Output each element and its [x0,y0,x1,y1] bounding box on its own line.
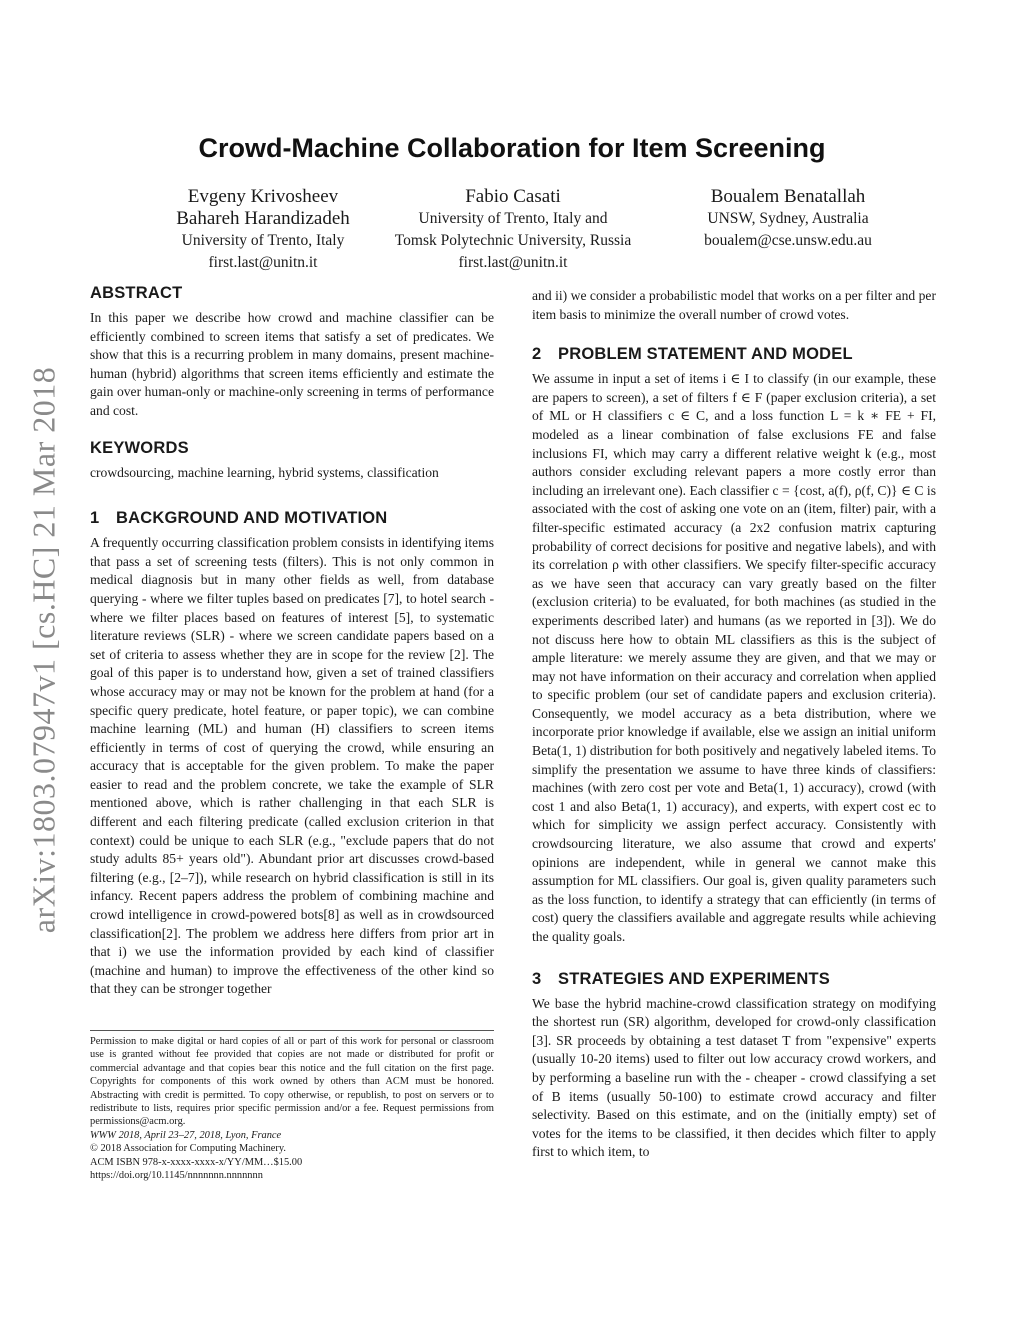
conference-info: WWW 2018, April 23–27, 2018, Lyon, France [90,1129,282,1141]
section-3-heading [532,970,936,989]
section-title: STRATEGIES AND EXPERIMENTS [558,969,830,988]
isbn-line: ACM ISBN 978-x-xxxx-xxxx-x/YY/MM…$15.00 [90,1156,303,1168]
author-affiliation: University of Trento, Italy and [418,210,608,227]
section-2-heading [532,345,936,364]
section-1-heading [90,509,494,528]
keywords-heading: KEYWORDS [90,438,189,457]
author-name: Boualem Benatallah [710,186,866,207]
author-email[interactable]: first.last@unitn.it [458,254,568,271]
right-column [532,287,936,1162]
author-name: Evgeny Krivosheev [187,186,339,207]
author-email[interactable]: boualem@cse.unsw.edu.au [704,232,872,249]
author-name: Fabio Casati [465,186,561,207]
section-number: 3 [532,969,542,988]
doi-link[interactable]: https://doi.org/10.1145/nnnnnnn.nnnnnnn [90,1170,263,1182]
permission-text: Permission to make digital or hard copies of all or part of this work for personal or classroom use is granted without fee provided that copies are not made or distributed for profit or commercial advantage and that copies bear this notice and the full citation on the first page. Copyrights for components of this work owned by others than ACM must be honored. Abstracting with credit is permitted. To copy otherwise, or republish, to post on servers or to redistribute to lists, requires prior specific permission and/or a fee. Request permissions from permissions@acm.org. [90,1036,494,1128]
section-1-text: A frequently occurring classification problem consists in identifying items that pass a set of screening tests (filters). This is not only common in medical diagnosis but in many other fields as well, from database querying - where we filter tuples based on predicates [7], to hotel search - where we filter places based on features of interest [5], to systematic literature reviews (SLR) - where we screen candidate papers based on a set of criteria to assess whether they are in scope for the review [2]. The goal of this paper is to understand how, given a set of trained classifiers whose accuracy may or may not be known for the problem at hand (for a specific query predicate, hotel feature, or paper topic), we can combine machine learning (ML) and human (H) classifiers to screen items efficiently in terms of cost of querying the crowd, while ensuring an accuracy that is acceptable for the given problem. To make the paper easier to read and the problem concrete, we take the example of SLR mentioned above, which is rather challenging in that each SLR is different and each filtering predicate (called exclusion criterion in that context) could be unique to each SLR (e.g., "exclude papers that do not study adults 85+ years old"). Abundant prior art discusses crowd-based filtering (e.g., [2–7]), while research on hybrid classification is still in its infancy. Recent papers address the problem of combining machine and crowd intelligence in crowd-powered bots[8] as well as in crowdsourced classification[2]. The problem we address here differs from prior art in that i) we use the information provided by each kind of classifier (machine and human) to improve the effectiveness of the other kind so that they can be stronger together [90,535,494,997]
arxiv-identifier[interactable]: arXiv:1803.07947v1 [cs.HC] 21 Mar 2018 [25,366,62,934]
keywords-text: crowdsourcing, machine learning, hybrid systems, classification [90,464,439,480]
section-title: PROBLEM STATEMENT AND MODEL [558,345,853,364]
author-block-2 [376,186,650,274]
section-2-text: We assume in input a set of items i ∈ I to classify (in our example, these are papers to screen), a set of filters f ∈ F (paper exclusion criteria), a set of ML or H classifiers c ∈ C, and a loss function L = k ∗ FE + FI, modeled as a linear combination of false exclusions FE and false inclusions FI, which may carry a different relative weight k (e.g., most authors consider excluding relevant papers a more costly error than including an irrelevant one). Each classifier c = {cost, a(f), ρ(f, C)} ∈ C is associated with the cost of asking one vote on an (item, filter) pair, with a filter-specific estimated accuracy (a 2x2 confusion matrix capturing probability of correct decisions for positive and negative labels), and with its correlation ρ with other classifiers. We specify filter-specific accuracy as we have seen that accuracy can vary greatly based on the filter (exclusion criteria) to be evaluated, for both machines (as studied in the experiments described later) and humans (as we reported in [3]). We do not discuss here how to obtain ML classifiers as this is the subject of ample literature: we merely assume they are given, and that we may or may not have information on their accuracy and correlation when applied to specific problem (our set of candidate papers and exclusion criteria). Consequently, we model accuracy as a beta distribution, where we incorporate prior knowledge if available, else we assign an initial uniform Beta(1, 1) distribution for both positively and negatively labeled items. To simplify the presentation we assume to have three kinds of classifiers: machines (with zero cost per vote and Beta(1, 1) accuracy), crowd (with cost 1 and also Beta(1, 1) accuracy), and experts, with expert cost ec to which for simplicity we assign perfect accuracy. Consistently with crowdsourcing literature, we also assume that crowd and experts' opinions are independent, while in general we cannot make this assumption for ML classifiers. Our goal is, given quality parameters such as the loss function, to identify a strategy that can efficiently (in terms of cost) query the classifiers available and aggregate results while achieving the quality goals. [532,371,936,944]
paper-title: Crowd-Machine Collaboration for Item Screening [198,133,826,163]
section-number: 1 [90,509,100,528]
section-3-text: We base the hybrid machine-crowd classification strategy on modifying the shortest run (SR) algorithm, developed for crowd-only classification [3]. SR proceeds by obtaining a test dataset T from "expensive" experts (usually 10-20 items) used to filter out low accuracy crowd workers, and by performing a baseline run with the - cheaper - crowd classifying a set of B items (usually 50-100) to estimate crowd accuracy and filter selectivity. Based on this estimate, and on the (initially empty) set of votes for the items to be classified, it then decides which filter to apply first to which item, to [532,995,936,1160]
author-affiliation: Tomsk Polytechnic University, Russia [394,232,632,249]
abstract-heading: ABSTRACT [90,284,183,302]
author-affiliation: UNSW, Sydney, Australia [707,210,869,227]
section-title: BACKGROUND AND MOTIVATION [116,509,388,528]
author-email[interactable]: first.last@unitn.it [208,254,318,271]
left-column [90,284,494,999]
permission-footnote [90,1030,494,1182]
author-block-1 [130,186,396,274]
author-name: Bahareh Harandizadeh [176,208,350,229]
copyright-line: © 2018 Association for Computing Machinery. [90,1143,286,1155]
section-number: 2 [532,345,542,364]
abstract-text: In this paper we describe how crowd and machine classifier can be efficiently combined to screen items that satisfy a set of predicates. We show that this is a recurring problem in many domains, present machine-human (hybrid) algorithms that screen items efficiently and estimate the gain over human-only or machine-only screening in terms of performance and cost. [90,310,494,418]
author-block-3 [688,186,888,252]
continued-text: and ii) we consider a probabilistic model that works on a per filter and per item basis to minimize the overall number of crowd votes. [532,288,936,322]
author-affiliation: University of Trento, Italy [181,232,345,249]
